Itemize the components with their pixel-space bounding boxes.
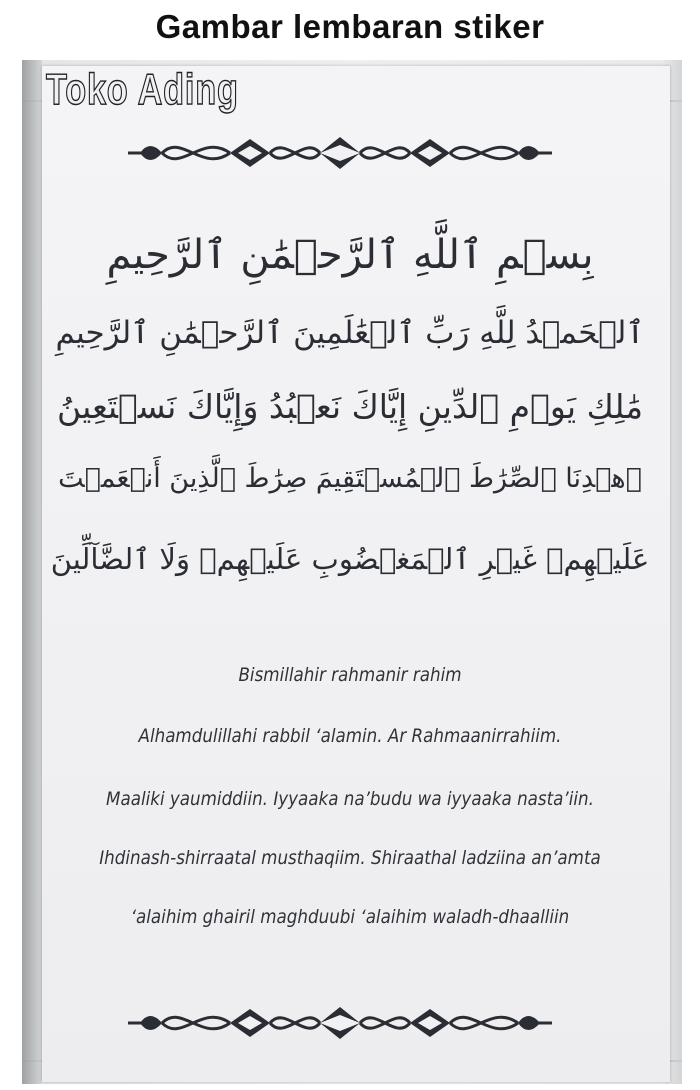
arabic-verse-line: عَلَيۡهِمۡ غَيۡرِ ٱلۡمَغۡضُوبِ عَلَيۡهِمۡ وَلَا ٱلضَّآلِّينَ xyxy=(50,542,650,576)
latin-transliteration-line: Alhamdulillahi rabbil ‘alamin. Ar Rahmaanirrahiim. xyxy=(138,725,562,747)
arabic-verse-line: ٱهۡدِنَا ٱلصِّرَٰطَ ٱلۡمُسۡتَقِيمَ صِرَٰطَ ٱلَّذِينَ أَنۡعَمۡتَ xyxy=(58,463,642,494)
latin-transliteration-line: Ihdinash-shirraatal musthaqiim. Shiraathal ladziina an’amta xyxy=(99,847,601,869)
latin-transliteration-line: ‘alaihim ghairil maghduubi ‘alaihim waladh-dhaalliin xyxy=(130,906,570,928)
latin-transliteration-line: Maaliki yaumiddiin. Iyyaaka na’budu wa iyyaaka nasta’iin. xyxy=(106,788,594,810)
arabic-verse-line: بِسۡمِ ٱللَّهِ ٱلرَّحۡمَٰنِ ٱلرَّحِيمِ xyxy=(106,232,594,278)
photo-shadow xyxy=(22,60,42,1084)
arabic-verse-line: ٱلۡحَمۡدُ لِلَّهِ رَبِّ ٱلۡعَٰلَمِينَ ٱلرَّحۡمَٰنِ ٱلرَّحِيمِ xyxy=(55,315,645,351)
bottom-ornament-border xyxy=(120,998,560,1048)
arabic-verse-line: مَٰلِكِ يَوۡمِ ٱلدِّينِ إِيَّاكَ نَعۡبُدُ وَإِيَّاكَ نَسۡتَعِينُ xyxy=(56,387,644,426)
latin-transliteration-line: Bismillahir rahmanir rahim xyxy=(238,664,462,686)
page-title: Gambar lembaran stiker xyxy=(155,8,545,45)
top-ornament-border xyxy=(120,128,560,178)
watermark-text: Toko Ading xyxy=(46,65,239,114)
